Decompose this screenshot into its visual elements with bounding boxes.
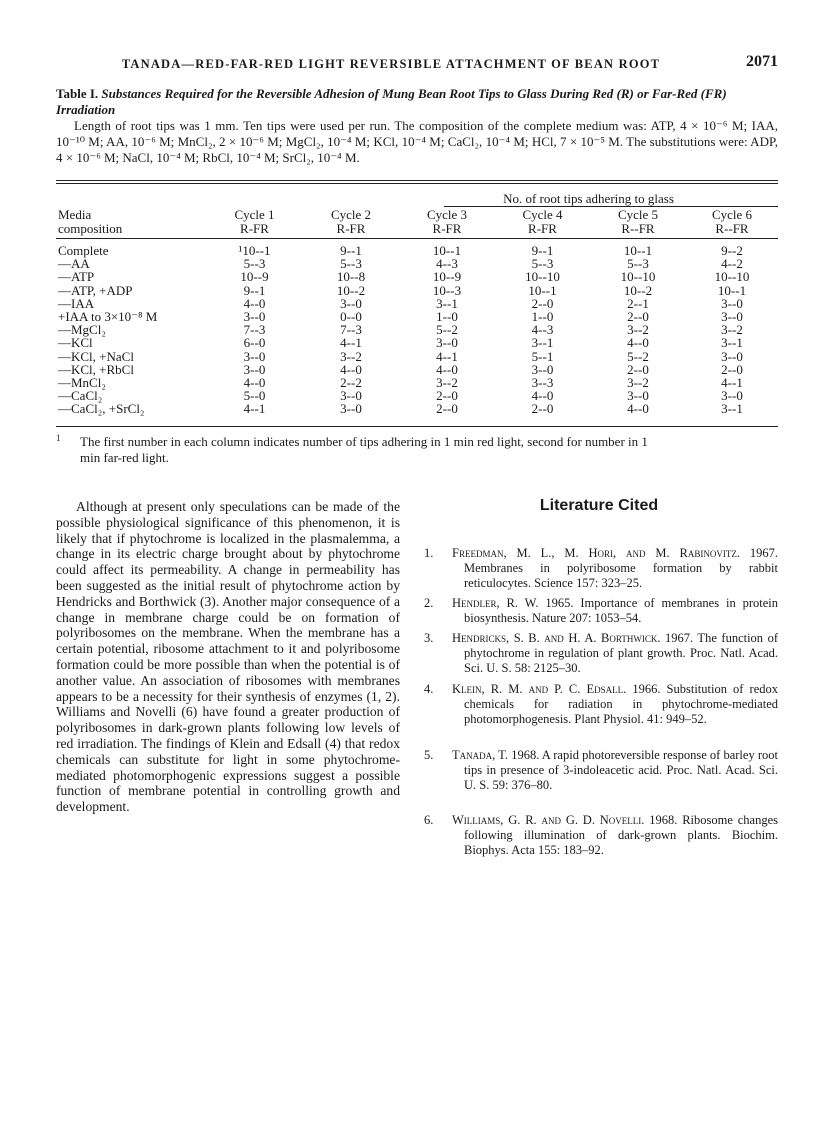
row-label: —KCl, +RbCl <box>58 361 134 377</box>
table-cell: 3--0 <box>243 361 266 377</box>
table-cell: 4--1 <box>721 374 743 390</box>
reference-text: 1965. Importance of membranes in protein biosynthesis. Nature 207: 1053–54. <box>464 596 778 626</box>
table-cell: 9--1 <box>243 282 266 298</box>
table-cell: 5--3 <box>340 256 362 272</box>
row-label: —MnCl₂ <box>58 374 106 390</box>
reference-item <box>420 813 778 859</box>
table-row <box>56 244 778 257</box>
table-cell: 3--0 <box>340 295 362 311</box>
table-cell: 3--2 <box>627 322 649 338</box>
row-label: —KCl <box>58 335 93 351</box>
table-cell: 3--0 <box>627 388 649 404</box>
reference-number: 4. <box>424 682 434 696</box>
table-row <box>56 376 778 389</box>
table-cell: 4--0 <box>627 401 649 417</box>
page-number: 2071 <box>746 53 778 70</box>
table-row <box>56 402 778 415</box>
reference-authors: Freedman, M. L., M. Hori, and M. Rabinovitz. <box>452 546 740 560</box>
table-cell: 3--2 <box>340 348 362 364</box>
reference-text: 1966. Substitution of redox chemicals for radiation in phytochrome-mediated photomorphogenesis. Plant Physiol. 41: 949–52. <box>464 682 779 727</box>
table-cell: 3--0 <box>721 388 743 404</box>
table-cell: ¹10--1 <box>238 243 271 259</box>
table-cell: 0--0 <box>340 309 362 325</box>
row-label: Complete <box>58 243 109 259</box>
row-label: —MgCl₂ <box>58 322 106 338</box>
table-top-rule <box>56 180 778 181</box>
reference-number: 5. <box>424 748 434 762</box>
table-cell: 7--3 <box>243 322 266 338</box>
table-cell: 2--0 <box>531 401 554 417</box>
col-subheader-6: R--FR <box>715 220 749 236</box>
table-cell: 10--1 <box>432 243 462 259</box>
col-subheader-4: R-FR <box>528 220 557 236</box>
table-cell: 2--2 <box>340 374 362 390</box>
table-cell: 4--2 <box>721 256 743 272</box>
table-cell: 4--0 <box>243 374 266 390</box>
table-cell: 5--2 <box>627 348 649 364</box>
table-cell: 3--2 <box>721 322 743 338</box>
table-footnote <box>56 430 778 466</box>
table-row <box>56 389 778 402</box>
table-cell: 5--3 <box>243 256 266 272</box>
col-header-cycle-3: Cycle 3 <box>426 207 468 222</box>
table-cell: 2--0 <box>436 401 458 417</box>
table-cell: 6--0 <box>243 335 266 351</box>
table-caption-text: Substances Required for the Reversible Adhesion of Mung Bean Root Tips to Glass During Red (R) or Far-Red (FR) Irradiation <box>56 86 727 117</box>
reference-item <box>420 682 778 728</box>
reference-authors: Tanada, T. <box>452 748 509 762</box>
table-row <box>56 350 778 363</box>
table-cell: 9--2 <box>721 243 743 259</box>
table-cell: 10--10 <box>620 269 656 285</box>
row-label: —ATP <box>58 269 95 285</box>
col-subheader-5: R--FR <box>621 220 655 236</box>
table-row <box>56 310 778 323</box>
col-header-cycle-1: Cycle 1 <box>234 207 275 222</box>
table-cell: 4--1 <box>340 335 362 351</box>
table-cell: 3--1 <box>721 401 743 417</box>
table-cell: 10--8 <box>336 269 366 285</box>
row-label: —ATP, +ADP <box>58 282 133 298</box>
row-label: —IAA <box>58 295 95 311</box>
table-cell: 3--2 <box>627 374 649 390</box>
reference-text: 1967. The function of phytochrome in regulation of plant growth. Proc. Natl. Acad. Sci. U. S. 58: 2125–30. <box>464 631 779 676</box>
table-caption-label: Table I. <box>56 86 99 101</box>
table-spanner-header: No. of root tips adhering to glass <box>503 191 674 206</box>
table-cell: 2--0 <box>436 388 458 404</box>
table-row <box>56 297 778 310</box>
table-cell: 5--1 <box>531 348 554 364</box>
table-cell: 4--3 <box>531 322 554 338</box>
table-cell: 1--0 <box>436 309 458 325</box>
reference-authors: Hendricks, S. B. and H. A. Borthwick. <box>452 631 661 645</box>
table-cell: 10--1 <box>528 282 557 298</box>
table-cell: 5--2 <box>436 322 458 338</box>
reference-authors: Hendler, R. W. <box>452 596 539 610</box>
table-cell: 3--0 <box>340 388 362 404</box>
table-cell: 3--0 <box>721 295 743 311</box>
table-cell: 4--0 <box>243 295 266 311</box>
table-cell: 10--1 <box>717 282 747 298</box>
reference-authors: Klein, R. M. and P. C. Edsall. <box>452 682 627 696</box>
table-cell: 4--0 <box>627 335 649 351</box>
table-cell: 10--2 <box>336 282 366 298</box>
table-cell: 3--1 <box>436 295 458 311</box>
table-cell: 3--3 <box>531 374 554 390</box>
results-table <box>56 192 778 415</box>
table-cell: 5--3 <box>531 256 554 272</box>
row-label: +IAA to 3×10⁻⁸ M <box>58 309 158 325</box>
table-note: Length of root tips was 1 mm. Ten tips were used per run. The composition of the complete medium was: ATP, 4 × 10⁻⁶ M; IAA, 10⁻¹⁰ M; AA, 10⁻⁶ M; MnCl₂, 2 × 10⁻⁶ M; MgCl₂, 10⁻⁴ M; KCl, 10⁻⁴ M; CaCl₂, 10⁻⁴ M; HCl, 7 × 10⁻⁵ M. The substitutions were: ADP, 4 × 10⁻⁶ M; NaCl, 10⁻⁴ M; RbCl, 10⁻⁴ M; SrCl₂, 10⁻⁴ M. <box>56 118 778 165</box>
footnote-line-2: min far-red light. <box>80 450 169 465</box>
table-cell: 10--1 <box>623 243 653 259</box>
row-label: —CaCl₂ <box>58 388 103 404</box>
table-cell: 10--2 <box>623 282 653 298</box>
table-cell: 2--0 <box>627 309 649 325</box>
running-title: TANADA—RED-FAR-RED LIGHT REVERSIBLE ATTACHMENT OF BEAN ROOT <box>121 57 661 71</box>
reference-text: 1968. A rapid photoreversible response of barley root tips in presence of 3-indoleacetic acid. Proc. Natl. Acad. Sci. U. S. 59: 376–80. <box>464 748 778 793</box>
table-cell: 2--1 <box>627 295 649 311</box>
footnote-line-1: The first number in each column indicates number of tips adhering in 1 min red light, second for number in 1 <box>80 434 648 449</box>
col-header-cycle-2: Cycle 2 <box>330 207 372 222</box>
table-row <box>56 284 778 297</box>
table-cell: 2--0 <box>721 361 743 377</box>
reference-item <box>420 748 778 794</box>
table-row <box>56 257 778 270</box>
reference-number: 6. <box>424 813 434 827</box>
row-header-media: Media <box>58 207 92 222</box>
table-bottom-rule <box>56 426 778 427</box>
table-cell: 10--3 <box>432 282 462 298</box>
table-cell: 3--0 <box>243 348 266 364</box>
reference-text: 1968. Ribosome changes following illumination of dark-grown plants. Biochim. Biophys. Acta 155: 183–92. <box>464 813 778 858</box>
reference-item <box>420 546 778 592</box>
table-cell: 3--1 <box>721 335 743 351</box>
literature-heading: Literature Cited <box>539 497 659 514</box>
table-cell: 3--0 <box>531 361 554 377</box>
table-cell: 10--9 <box>432 269 462 285</box>
table-cell: 7--3 <box>340 322 362 338</box>
table-cell: 10--10 <box>525 269 560 285</box>
table-row <box>56 363 778 376</box>
reference-item <box>420 596 778 626</box>
table-cell: 4--0 <box>436 361 458 377</box>
table-cell: 4--1 <box>243 401 266 417</box>
table-cell: 9--1 <box>340 243 362 259</box>
table-cell: 2--0 <box>531 295 554 311</box>
table-cell: 4--3 <box>436 256 458 272</box>
row-label: —KCl, +NaCl <box>58 348 134 364</box>
row-label: —AA <box>58 256 90 272</box>
table-cell: 3--0 <box>243 309 266 325</box>
table-cell: 10--10 <box>714 269 750 285</box>
table-cell: 4--0 <box>340 361 362 377</box>
table-cell: 10--9 <box>240 269 269 285</box>
col-subheader-3: R-FR <box>432 220 462 236</box>
table-cell: 9--1 <box>531 243 554 259</box>
col-header-cycle-4: Cycle 4 <box>522 207 563 222</box>
col-subheader-1: R-FR <box>240 220 269 236</box>
table-row <box>56 270 778 283</box>
table-cell: 5--3 <box>627 256 649 272</box>
table-cell: 4--1 <box>436 348 458 364</box>
table-row <box>56 323 778 336</box>
reference-authors: Williams, G. R. and G. D. Novelli. <box>452 813 645 827</box>
table-top-rule-double <box>56 183 778 184</box>
reference-text: 1967. Membranes in polyribosome formation by rabbit reticulocytes. Science 157: 323–25. <box>464 546 778 591</box>
col-subheader-2: R-FR <box>336 220 366 236</box>
table-cell: 1--0 <box>531 309 554 325</box>
reference-number: 1. <box>424 546 434 560</box>
table-cell: 3--0 <box>721 348 743 364</box>
table-row <box>56 336 778 349</box>
table-cell: 3--0 <box>721 309 743 325</box>
col-header-cycle-6: Cycle 6 <box>711 207 753 222</box>
col-header-cycle-5: Cycle 5 <box>617 207 659 222</box>
row-label: —CaCl₂, +SrCl₂ <box>58 401 145 417</box>
reference-number: 2. <box>424 596 434 610</box>
table-cell: 4--0 <box>531 388 554 404</box>
table-cell: 5--0 <box>243 388 266 404</box>
table-cell: 3--1 <box>531 335 554 351</box>
running-header <box>56 52 778 74</box>
reference-item <box>420 631 778 677</box>
table-body <box>56 244 778 415</box>
footnote-marker: 1 <box>56 433 61 443</box>
reference-number: 3. <box>424 631 434 645</box>
table-cell: 3--0 <box>340 401 362 417</box>
discussion-paragraph: Although at present only speculations can be made of the possible physiological significance of this phenomenon, it is likely that if phytochrome is localized in the plasmalemma, a change in its electric charge brought about by phytochrome could affect its permeability. A change in permeability has been suggested as the initial result of phytochrome action by Hendricks and Borthwick (3). Another major consequence of a change in membrane charge could be on formation of polyribosomes on the membrane. When the membrane has a certain potential, ribosome attachment to it and polyribosome formation could be more possible than when the potential is of another value. An association of ribosomes with membranes appears to be a necessity for their synthesis of enzymes (1, 2). Williams and Novelli (6) have found a greater production of polyribosomes in dark-grown plants following low levels of red irradiation. The findings of Klein and Edsall (4) that redox chemicals can substitute for light in some phytochrome-mediated photomorphogenic expressions suggest a possible function of membrane potential in controlling growth and development. <box>56 499 400 815</box>
table-caption <box>56 86 778 118</box>
table-cell: 2--0 <box>627 361 649 377</box>
table-cell: 3--2 <box>436 374 458 390</box>
table-cell: 3--0 <box>436 335 458 351</box>
row-header-composition: composition <box>58 220 123 236</box>
